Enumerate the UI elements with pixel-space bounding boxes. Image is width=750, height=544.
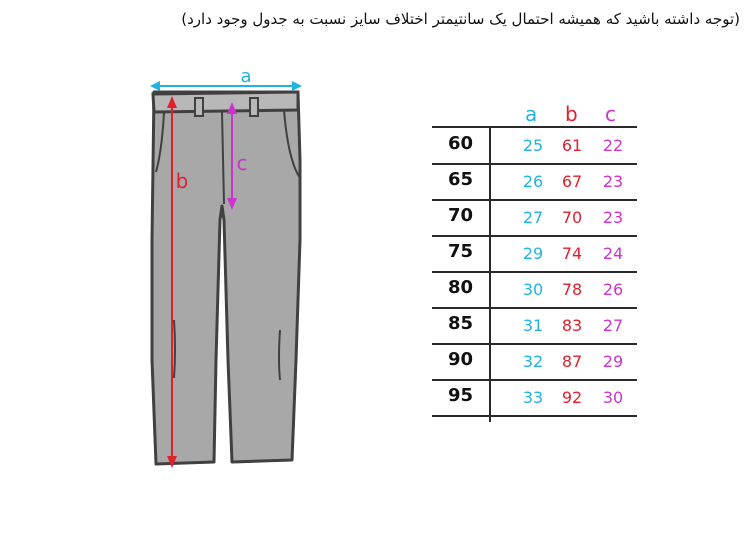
size-note: (توجه داشته باشید که همیشه احتمال یک سانتیمتر اختلاف سایز نسبت به جدول وجود دارد) (181, 10, 740, 28)
b-cell: 70 (561, 208, 583, 227)
a-cell: 27 (522, 208, 544, 227)
belt-loop (195, 98, 203, 116)
arrow-c-label: c (236, 151, 248, 175)
column-header-b: b (565, 102, 578, 126)
table-divider (432, 126, 637, 128)
size-table (430, 100, 640, 430)
pants-illustration (152, 92, 300, 464)
c-cell: 24 (602, 244, 624, 263)
column-header-c: c (605, 102, 616, 126)
column-header-a: a (525, 102, 538, 126)
arrow-a (150, 81, 302, 91)
c-cell: 23 (602, 208, 624, 227)
size-cell: 85 (448, 313, 474, 334)
c-cell: 29 (602, 352, 624, 371)
arrow-b-label: b (175, 169, 189, 193)
pants-diagram (140, 60, 310, 480)
a-cell: 29 (522, 244, 544, 263)
row-divider (432, 271, 637, 273)
row-divider (432, 343, 637, 345)
row-divider (432, 235, 637, 237)
size-cell: 70 (448, 205, 474, 226)
a-cell: 25 (522, 136, 544, 155)
row-divider (432, 379, 637, 381)
b-cell: 67 (561, 172, 583, 191)
a-cell: 32 (522, 352, 544, 371)
size-cell: 90 (448, 349, 474, 370)
c-cell: 23 (602, 172, 624, 191)
size-cell: 80 (448, 277, 474, 298)
a-cell: 33 (522, 388, 544, 407)
b-cell: 92 (561, 388, 583, 407)
b-cell: 74 (561, 244, 583, 263)
b-cell: 78 (561, 280, 583, 299)
row-divider (432, 163, 637, 165)
c-cell: 26 (602, 280, 624, 299)
row-divider (432, 307, 637, 309)
arrow-a-label: a (240, 66, 252, 87)
row-divider (432, 199, 637, 201)
row-divider (432, 415, 637, 417)
c-cell: 27 (602, 316, 624, 335)
size-cell: 95 (448, 385, 474, 406)
a-cell: 30 (522, 280, 544, 299)
b-cell: 87 (561, 352, 583, 371)
size-cell: 60 (448, 133, 474, 154)
size-cell: 65 (448, 169, 474, 190)
c-cell: 30 (602, 388, 624, 407)
belt-loop (250, 98, 258, 116)
a-cell: 31 (522, 316, 544, 335)
c-cell: 22 (602, 136, 624, 155)
b-cell: 83 (561, 316, 583, 335)
a-cell: 26 (522, 172, 544, 191)
waistband (153, 92, 298, 112)
table-vertical-divider (489, 126, 491, 422)
knee-crease-right (279, 330, 280, 380)
b-cell: 61 (561, 136, 583, 155)
size-cell: 75 (448, 241, 474, 262)
knee-crease-left (174, 320, 175, 378)
